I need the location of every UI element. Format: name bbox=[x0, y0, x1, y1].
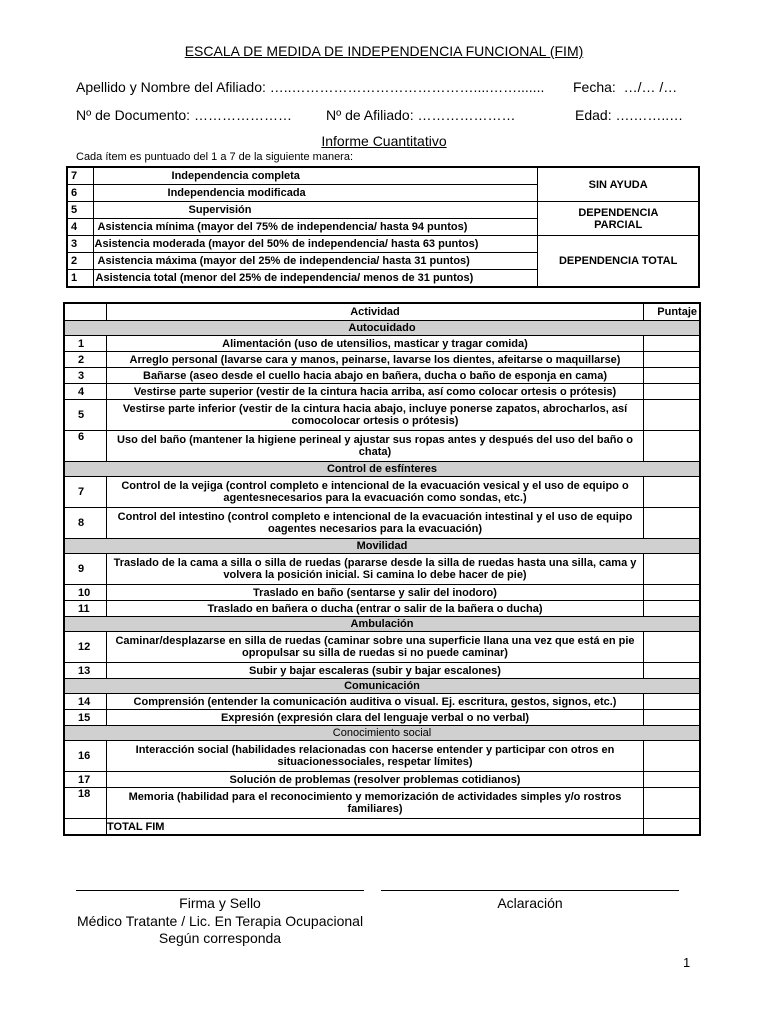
fecha-field[interactable]: …/… /… bbox=[623, 79, 678, 95]
scale-desc: Supervisión bbox=[93, 202, 538, 219]
scale-num: 6 bbox=[67, 185, 93, 202]
activities-header-row bbox=[64, 303, 700, 321]
item-activity: Control del intestino (control completo e intencional de la evacuación intestinal y el uso de equipo oagentes necesarios para la evacuación) bbox=[107, 508, 644, 539]
table-row bbox=[64, 368, 700, 384]
score-cell[interactable] bbox=[644, 477, 701, 508]
afiliado-field[interactable]: ………………… bbox=[417, 107, 516, 123]
score-column-header: Puntaje bbox=[644, 303, 701, 321]
score-cell[interactable] bbox=[644, 400, 701, 431]
page-number: 1 bbox=[683, 955, 691, 970]
scale-desc: Asistencia moderada (mayor del 50% de independencia/ hasta 63 puntos) bbox=[93, 236, 538, 253]
item-number: 3 bbox=[64, 368, 107, 384]
item-activity: Traslado de la cama a silla o silla de ruedas (pararse desde la silla de ruedas hasta una silla, cama y volvera la posición inicial. Si camina lo debe hacer de pie) bbox=[107, 554, 644, 585]
item-number: 6 bbox=[64, 431, 107, 462]
documento-label: Nº de Documento: bbox=[76, 107, 191, 123]
apellido-field[interactable]: : …..…………………………………....……....... bbox=[262, 79, 545, 95]
score-cell[interactable] bbox=[644, 368, 701, 384]
item-activity: Interacción social (habilidades relacionadas con hacerse entender y participar con otros en situacionessociales, respetar límites) bbox=[107, 741, 644, 772]
item-number: 9 bbox=[64, 554, 107, 585]
item-number: 1 bbox=[64, 336, 107, 352]
edad-row bbox=[575, 107, 683, 123]
item-activity: Comprensión (entender la comunicación auditiva o visual. Ej. escritura, gestos, signos, etc.) bbox=[107, 694, 644, 710]
table-row bbox=[64, 336, 700, 352]
item-number: 10 bbox=[64, 585, 107, 601]
score-cell[interactable] bbox=[644, 585, 701, 601]
item-activity: Alimentación (uso de utensilios, masticar y tragar comida) bbox=[107, 336, 644, 352]
score-cell[interactable] bbox=[644, 788, 701, 819]
table-row bbox=[64, 710, 700, 726]
apellido-row bbox=[76, 79, 544, 95]
informe-heading: Informe Cuantitativo bbox=[321, 133, 447, 149]
category-dependencia-total: DEPENDENCIA TOTAL bbox=[538, 236, 699, 288]
item-number: 14 bbox=[64, 694, 107, 710]
section-header bbox=[64, 726, 700, 741]
item-number: 13 bbox=[64, 663, 107, 679]
apellido-label: Apellido y Nombre del Afiliado bbox=[76, 79, 262, 95]
scale-num: 4 bbox=[67, 219, 93, 236]
table-row bbox=[64, 601, 700, 617]
score-cell[interactable] bbox=[644, 741, 701, 772]
score-cell[interactable] bbox=[644, 384, 701, 400]
scale-row bbox=[67, 167, 699, 185]
table-row bbox=[64, 772, 700, 788]
section-header bbox=[64, 539, 700, 554]
section-header bbox=[64, 679, 700, 694]
scale-num: 2 bbox=[67, 253, 93, 270]
score-cell[interactable] bbox=[644, 632, 701, 663]
section-ambulacion: Ambulación bbox=[64, 617, 700, 632]
scale-table bbox=[66, 166, 700, 288]
score-cell[interactable] bbox=[644, 663, 701, 679]
table-row bbox=[64, 632, 700, 663]
table-row bbox=[64, 554, 700, 585]
score-cell[interactable] bbox=[644, 431, 701, 462]
afiliado-row bbox=[326, 107, 516, 123]
section-autocuidado: Autocuidado bbox=[64, 321, 700, 336]
table-row bbox=[64, 741, 700, 772]
scale-num: 3 bbox=[67, 236, 93, 253]
item-activity: Memoria (habilidad para el reconocimiento y memorización de actividades simples y/o rostros familiares) bbox=[107, 788, 644, 819]
table-row bbox=[64, 788, 700, 819]
clarification-line bbox=[381, 890, 679, 891]
documento-row bbox=[76, 107, 292, 123]
category-sin-ayuda: SIN AYUDA bbox=[538, 167, 699, 202]
item-number: 5 bbox=[64, 400, 107, 431]
scale-desc: Independencia completa bbox=[93, 167, 538, 185]
scale-num: 7 bbox=[67, 167, 93, 185]
item-number: 11 bbox=[64, 601, 107, 617]
scale-row bbox=[67, 236, 699, 253]
table-row bbox=[64, 352, 700, 368]
afiliado-label: Nº de Afiliado: bbox=[326, 107, 414, 123]
item-activity: Subir y bajar escaleras (subir y bajar escalones) bbox=[107, 663, 644, 679]
item-activity: Control de la vejiga (control completo e intencional de la evacuación vesical y el uso de equipo o agentesnecesarios para la evacuación como sondas, etc.) bbox=[107, 477, 644, 508]
documento-field[interactable]: ………………… bbox=[193, 107, 292, 123]
score-cell[interactable] bbox=[644, 554, 701, 585]
fecha-row bbox=[573, 79, 677, 95]
firma-label: Firma y Sello bbox=[179, 895, 261, 911]
item-number: 12 bbox=[64, 632, 107, 663]
section-header bbox=[64, 462, 700, 477]
signature-line bbox=[76, 890, 364, 891]
item-number: 8 bbox=[64, 508, 107, 539]
medico-label: Médico Tratante / Lic. En Terapia Ocupacional bbox=[76, 913, 364, 929]
score-cell[interactable] bbox=[644, 710, 701, 726]
scale-row bbox=[67, 202, 699, 219]
item-activity: Traslado en bañera o ducha (entrar o salir de la bañera o ducha) bbox=[107, 601, 644, 617]
item-activity: Uso del baño (mantener la higiene perineal y ajustar sus ropas antes y después del uso del baño o chata) bbox=[107, 431, 644, 462]
aclaracion-label: Aclaración bbox=[497, 895, 563, 911]
item-activity: Traslado en baño (sentarse y salir del inodoro) bbox=[107, 585, 644, 601]
total-score-cell[interactable] bbox=[644, 819, 701, 836]
category-dependencia-parcial: DEPENDENCIA PARCIAL bbox=[538, 202, 699, 236]
score-cell[interactable] bbox=[644, 694, 701, 710]
section-conocimiento-social: Conocimiento social bbox=[64, 726, 700, 741]
scale-num: 5 bbox=[67, 202, 93, 219]
section-movilidad: Movilidad bbox=[64, 539, 700, 554]
total-row bbox=[64, 819, 700, 836]
item-activity: Expresión (expresión clara del lenguaje verbal o no verbal) bbox=[107, 710, 644, 726]
score-cell[interactable] bbox=[644, 772, 701, 788]
item-activity: Vestirse parte superior (vestir de la cintura hacia arriba, así como colocar ortesis o prótesis) bbox=[107, 384, 644, 400]
scale-intro: Cada ítem es puntuado del 1 a 7 de la siguiente manera: bbox=[76, 151, 354, 163]
section-header bbox=[64, 321, 700, 336]
section-header bbox=[64, 617, 700, 632]
document-title: ESCALA DE MEDIDA DE INDEPENDENCIA FUNCIONAL (FIM) bbox=[184, 43, 584, 59]
fecha-label: Fecha: bbox=[573, 79, 616, 95]
scale-num: 1 bbox=[67, 270, 93, 288]
edad-label: Edad: bbox=[575, 107, 612, 123]
item-activity: Bañarse (aseo desde el cuello hacia abajo en bañera, ducha o baño de esponja en cama) bbox=[107, 368, 644, 384]
item-activity: Vestirse parte inferior (vestir de la cintura hacia abajo, incluye ponerse zapatos, abrocharlos, así comocolocar ortesis o prótesis) bbox=[107, 400, 644, 431]
section-esfinteres: Control de esfínteres bbox=[64, 462, 700, 477]
table-row bbox=[64, 663, 700, 679]
table-row bbox=[64, 400, 700, 431]
activity-column-header: Actividad bbox=[107, 303, 644, 321]
item-activity: Caminar/desplazarse en silla de ruedas (caminar sobre una superficie llana una vez que está en pie opropulsar su silla de ruedas si no puede caminar) bbox=[107, 632, 644, 663]
item-number: 7 bbox=[64, 477, 107, 508]
scale-desc: Asistencia mínima (mayor del 75% de independencia/ hasta 94 puntos) bbox=[93, 219, 538, 236]
item-number: 15 bbox=[64, 710, 107, 726]
scale-desc: Independencia modificada bbox=[93, 185, 538, 202]
item-number: 17 bbox=[64, 772, 107, 788]
item-number: 4 bbox=[64, 384, 107, 400]
item-number: 16 bbox=[64, 741, 107, 772]
scale-desc: Asistencia total (menor del 25% de independencia/ menos de 31 puntos) bbox=[93, 270, 538, 288]
table-row bbox=[64, 431, 700, 462]
score-cell[interactable] bbox=[644, 352, 701, 368]
score-cell[interactable] bbox=[644, 601, 701, 617]
item-number: 18 bbox=[64, 788, 107, 819]
table-row bbox=[64, 384, 700, 400]
score-cell[interactable] bbox=[644, 336, 701, 352]
item-number: 2 bbox=[64, 352, 107, 368]
activities-table bbox=[63, 302, 701, 836]
table-row bbox=[64, 508, 700, 539]
edad-field[interactable]: ….……..… bbox=[615, 107, 684, 123]
table-row bbox=[64, 477, 700, 508]
total-label: TOTAL FIM bbox=[107, 819, 644, 836]
item-activity: Arreglo personal (lavarse cara y manos, peinarse, lavarse los dientes, afeitarse o maquillarse) bbox=[107, 352, 644, 368]
score-cell[interactable] bbox=[644, 508, 701, 539]
item-activity: Solución de problemas (resolver problemas cotidianos) bbox=[107, 772, 644, 788]
table-row bbox=[64, 694, 700, 710]
section-comunicacion: Comunicación bbox=[64, 679, 700, 694]
table-row bbox=[64, 585, 700, 601]
segun-label: Según corresponda bbox=[158, 930, 282, 946]
scale-desc: Asistencia máxima (mayor del 25% de independencia/ hasta 31 puntos) bbox=[93, 253, 538, 270]
